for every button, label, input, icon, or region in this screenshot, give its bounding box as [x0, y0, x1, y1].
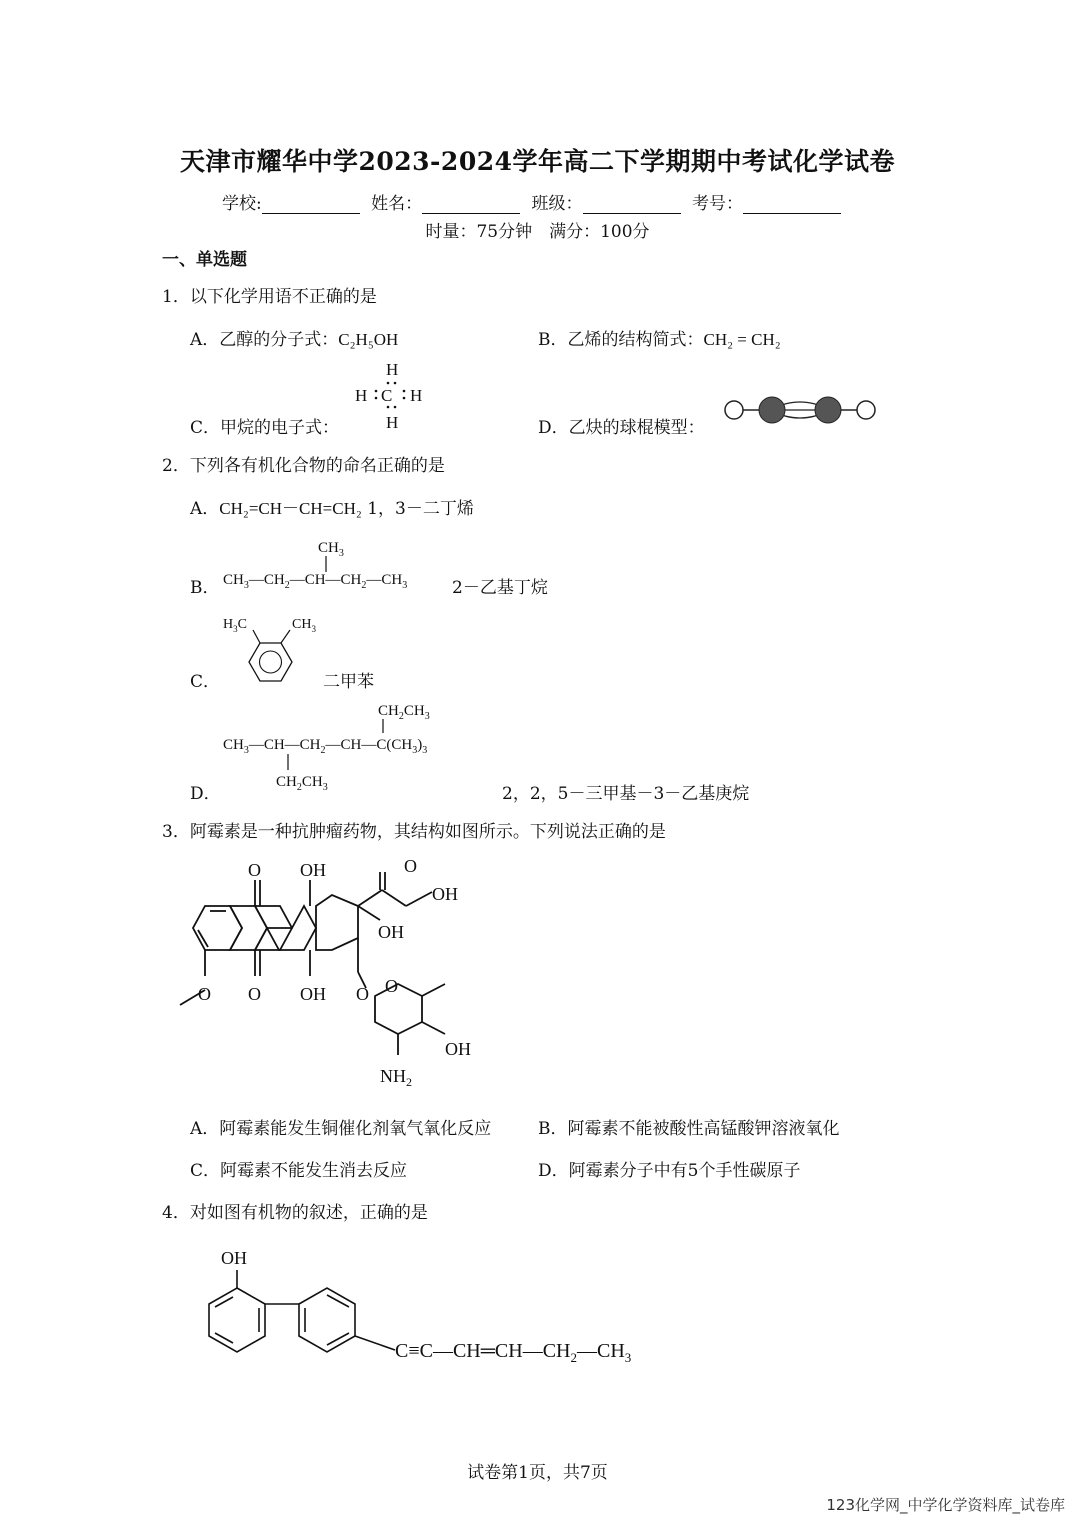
methane-electron-formula	[350, 358, 430, 433]
svg-text:O: O	[248, 984, 261, 1004]
svg-text:H: H	[386, 413, 399, 432]
q3-stem: 3．阿霉素是一种抗肿瘤药物，其结构如图所示。下列说法正确的是	[162, 822, 666, 842]
q1-b-label: B．乙烯的结构简式：	[538, 330, 704, 350]
section-heading: 一、单选题	[162, 250, 247, 270]
q3-option-d: D．阿霉素分子中有5个手性碳原子	[538, 1161, 801, 1181]
svg-text:H: H	[355, 386, 368, 405]
q1-d-label: D．乙炔的球棍模型：	[538, 418, 705, 438]
q2-c-xylene-structure	[220, 610, 330, 685]
svg-text:O: O	[385, 976, 398, 996]
watermark: 123化学网_中学化学资料库_试卷库	[826, 1496, 1065, 1514]
q2-stem: 2．下列各有机化合物的命名正确的是	[162, 456, 445, 476]
info-class-label: 班级：	[531, 194, 583, 214]
q2-c-name: 二甲苯	[323, 672, 374, 692]
svg-text:OH: OH	[445, 1039, 471, 1059]
svg-text:CH3—CH2—CH—CH2—CH3: $CH_3—CH_2—CH—CH_2—CH_3$	[223, 572, 408, 591]
info-name-label: 姓名：	[371, 194, 423, 214]
svg-text:OH: OH	[221, 1248, 247, 1268]
svg-text:CH3—CH—CH2—CH—C(CH3)3: $CH_3—CH—CH_2—CH—C(CH_3)_3$	[223, 737, 428, 756]
q4-structure	[195, 1240, 675, 1370]
svg-text:H: H	[410, 386, 423, 405]
info-name-blank	[422, 195, 520, 214]
svg-text:CH2CH3: $CH_2CH_3$	[276, 774, 328, 793]
q2-b-label: B．	[190, 578, 220, 598]
svg-text:O: O	[198, 984, 211, 1004]
q1-stem: 1．以下化学用语不正确的是	[162, 287, 377, 307]
q1-option-a	[190, 325, 398, 350]
svg-text:OH: OH	[300, 984, 326, 1004]
q2-d-structure	[222, 697, 502, 795]
svg-text:CH3: $CH_3$	[318, 540, 344, 559]
svg-text:O: O	[404, 856, 417, 876]
svg-text:H: H	[386, 360, 399, 379]
q2-c-label: C．	[190, 672, 221, 692]
svg-text:CH2CH3: $CH_2CH_3$	[378, 703, 430, 722]
q1-a-formula: C₂H₅OH	[338, 330, 399, 349]
q2-d-name: 2，2，5－三甲基－3－乙基庚烷	[502, 784, 750, 804]
svg-text:C: C	[381, 386, 393, 405]
svg-text:NH2: $NH_2$	[380, 1066, 412, 1089]
svg-text:OH: OH	[300, 860, 326, 880]
info-school-label: 学校:	[222, 194, 262, 214]
q3-option-a: A．阿霉素能发生铜催化剂氧气氧化反应	[190, 1119, 492, 1139]
svg-text:H3C: $H_3C$	[223, 617, 247, 634]
q2-a-name: 1，3－二丁烯	[367, 499, 474, 519]
page-footer: 试卷第1页，共7页	[467, 1463, 608, 1483]
q2-option-a	[190, 494, 474, 519]
acetylene-ball-stick-model	[722, 395, 877, 425]
exam-title: 天津市耀华中学2023-2024学年高二下学期期中考试化学试卷	[179, 147, 896, 176]
svg-text:CH3: $CH_3$	[292, 617, 316, 634]
doxorubicin-structure	[170, 850, 530, 1095]
svg-text:O: O	[248, 860, 261, 880]
q2-b-name: 2－乙基丁烷	[452, 578, 548, 598]
info-school-blank	[262, 195, 360, 214]
svg-text:O: O	[356, 984, 369, 1004]
q1-a-label: A．乙醇的分子式：	[190, 330, 339, 350]
svg-text:OH: OH	[432, 884, 458, 904]
q3-option-b: B．阿霉素不能被酸性高锰酸钾溶液氧化	[538, 1119, 840, 1139]
q4-stem: 4．对如图有机物的叙述，正确的是	[162, 1203, 428, 1223]
q1-option-b	[538, 325, 781, 350]
info-id-label: 考号：	[691, 194, 743, 214]
q2-d-label: D．	[190, 784, 221, 804]
svg-text:C≡C—CH═CH—CH2—CH3: $C\equiv C—CH═CH—CH_2—CH_3$	[395, 1340, 632, 1365]
q2-a-formula: CH₂=CH－CH=CH₂	[219, 499, 362, 518]
q3-option-c: C．阿霉素不能发生消去反应	[190, 1161, 408, 1181]
q1-c-label: C．甲烷的电子式：	[190, 418, 340, 438]
info-id-blank	[743, 195, 841, 214]
q1-b-formula: CH₂ = CH₂	[703, 330, 781, 349]
student-info-line	[222, 189, 847, 214]
q2-a-label: A．	[190, 499, 220, 519]
info-class-blank	[583, 195, 681, 214]
time-score-line: 时量：75分钟 满分：100分	[425, 222, 650, 242]
q2-b-structure	[222, 535, 447, 590]
svg-text:OH: OH	[378, 922, 404, 942]
